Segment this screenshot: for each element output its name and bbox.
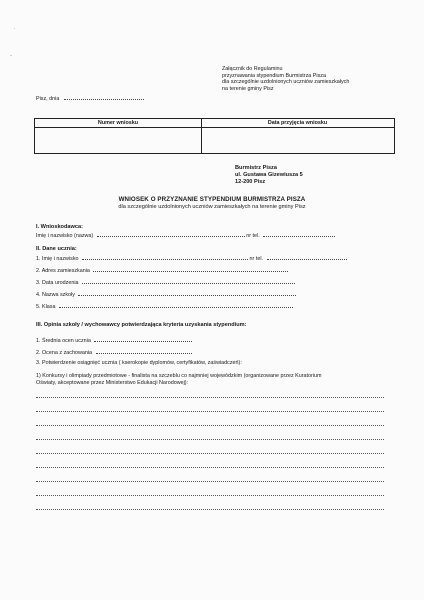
achievement-line[interactable]	[36, 509, 384, 510]
addressee-line: 12-200 Pisz	[235, 178, 266, 185]
competitions-text-1: 1) Konkursy i olimpiady przedmiotowe - finalista na szczeblu co najmniej wojewódzkim (organizowane przez Kuratorium	[36, 373, 322, 379]
behavior-grade-label: 2. Ocena z zachowania	[36, 350, 93, 356]
addressee	[235, 165, 303, 185]
attachment-line: dla szczególnie uzdolnionych uczniów zamieszkałych	[222, 79, 350, 86]
grade-average-row	[36, 336, 192, 345]
attachment-note	[222, 66, 349, 92]
student-address-row	[36, 266, 288, 275]
student-name-row	[36, 254, 347, 263]
place-date-label: Pisz, dnia	[36, 96, 60, 102]
student-birthdate-row	[36, 278, 295, 287]
student-address-label: 2. Adres zamieszkania	[36, 268, 90, 274]
date-field[interactable]	[64, 94, 144, 100]
student-birthdate-field[interactable]	[82, 278, 295, 284]
student-name-label: 1. Imię i nazwisko	[36, 256, 79, 262]
behavior-grade-field[interactable]	[96, 348, 192, 354]
student-name-field[interactable]	[82, 254, 248, 260]
student-class-label: 5. Klasa	[36, 304, 56, 310]
form-title: WNIOSEK O PRZYZNANIE STYPENDIUM BURMISTRZA PISZA	[118, 196, 306, 203]
student-tel-label: nr tel.	[249, 256, 264, 262]
achievement-line[interactable]	[36, 467, 384, 468]
section-applicant-heading: I. Wnioskodawca:	[36, 224, 83, 230]
achievement-line[interactable]	[36, 453, 384, 454]
achievement-line[interactable]	[36, 495, 384, 496]
achievement-line[interactable]	[36, 439, 384, 440]
student-tel-field[interactable]	[267, 254, 347, 260]
achievement-line[interactable]	[36, 481, 384, 482]
grade-average-label: 1. Średnia ocen ucznia	[36, 338, 91, 344]
section-student-heading: II. Dane ucznia:	[36, 246, 77, 252]
section-school-opinion-heading: III. Opinia szkoły / wychowawcy potwierdzająca kryteria uzyskania stypendium:	[36, 322, 247, 328]
applicant-name-field[interactable]	[97, 231, 245, 237]
scan-mark	[14, 28, 15, 29]
applicant-tel-field[interactable]	[263, 231, 335, 237]
scan-mark	[10, 55, 12, 56]
applicant-tel-label: nr tel.	[246, 233, 260, 239]
place-date	[36, 94, 144, 103]
student-school-field[interactable]	[78, 290, 296, 296]
application-number-table	[34, 118, 395, 154]
col-acceptance-date: Data przyjęcia wniosku	[201, 119, 394, 128]
col-application-number: Numer wniosku	[35, 119, 202, 128]
achievement-line[interactable]	[36, 411, 384, 412]
addressee-line: ul. Gustawa Gizewiusza 5	[235, 171, 303, 178]
student-school-label: 4. Nazwa szkoły	[36, 292, 75, 298]
student-birthdate-label: 3. Data urodzenia	[36, 280, 79, 286]
grade-average-field[interactable]	[94, 336, 192, 342]
behavior-grade-row	[36, 348, 192, 357]
student-class-row	[36, 302, 293, 311]
form-subtitle: dla szczególnie uzdolnionych uczniów zamieszkałych na terenie gminy Pisz	[118, 204, 306, 210]
applicant-name-label: Imię i nazwisko (nazwa)	[36, 233, 94, 239]
addressee-line: Burmistrz Pisza	[235, 165, 277, 171]
attachment-line: na terenie gminy Pisz	[222, 85, 274, 92]
achievements-label: 3. Potwierdzenie osiągnięć ucznia ( kserokopie dyplomów, certyfikatów, zaświadczeń):	[36, 360, 242, 366]
competitions-text-2: Oświaty, akceptowane przez Ministerstwo Edukacji Narodowej):	[36, 380, 189, 386]
attachment-line: Załącznik do Regulaminu	[222, 66, 283, 72]
student-school-row	[36, 290, 296, 299]
student-address-field[interactable]	[93, 266, 288, 272]
achievement-line[interactable]	[36, 397, 384, 398]
attachment-line: przyznawania stypendium Burmistrza Pisza	[222, 72, 326, 79]
applicant-name-row	[36, 231, 335, 240]
acceptance-date-field[interactable]	[202, 128, 394, 154]
achievement-line[interactable]	[36, 425, 384, 426]
student-class-field[interactable]	[59, 302, 293, 308]
application-number-field[interactable]	[35, 128, 200, 154]
